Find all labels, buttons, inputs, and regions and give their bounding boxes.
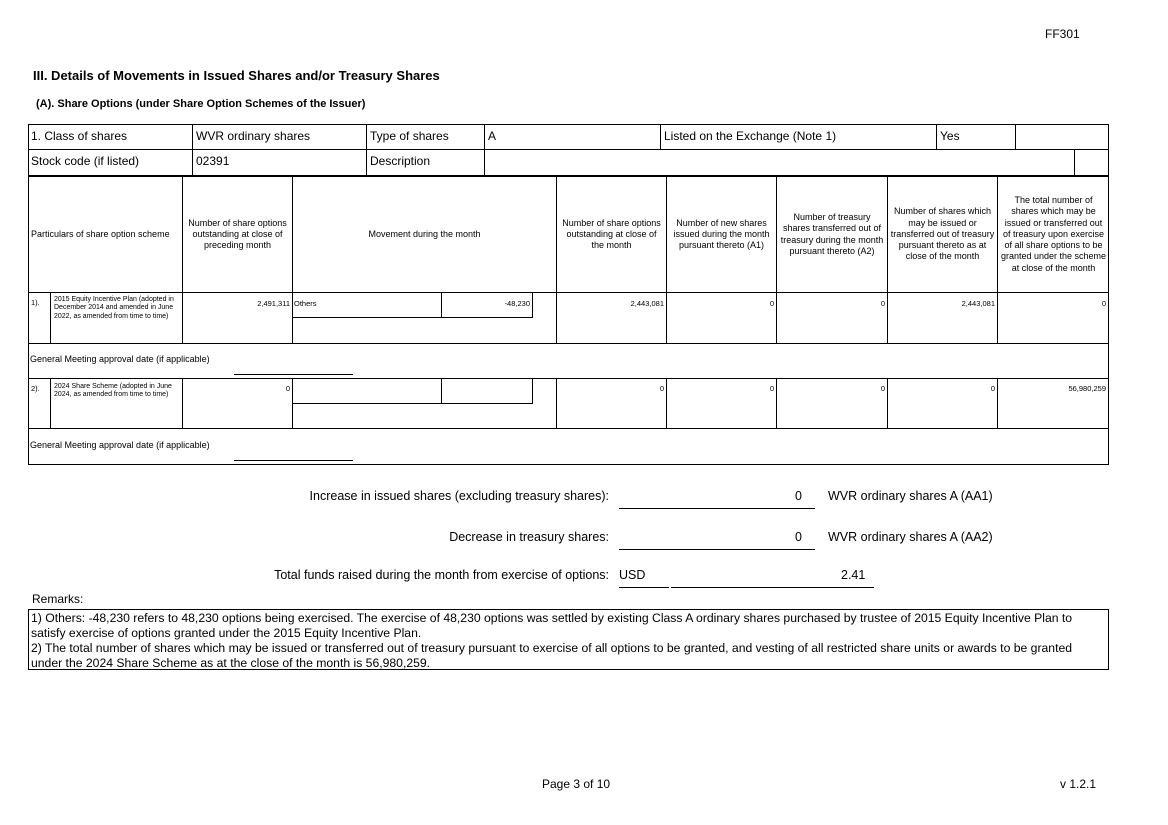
total-number-value: 56,980,259 (1068, 384, 1106, 393)
class-of-shares-value: WVR ordinary shares (196, 129, 311, 143)
col-new-shares: Number of new shares issued during the month pursuant thereto (A1) (673, 217, 770, 251)
remarks-label: Remarks: (32, 592, 84, 606)
col-total-number: The total number of shares which may be issued or transferred out of treasury upon exercise of all share options to be granted under the scheme at close of the month (1000, 195, 1107, 273)
form-version: v 1.2.1 (1060, 777, 1097, 791)
scheme-index: 1). (31, 298, 40, 307)
col-outstanding-close: Number of share options outstanding at close of the month (562, 217, 661, 251)
col-movement: Movement during the month (368, 228, 481, 239)
stock-code-value: 02391 (196, 154, 230, 168)
type-of-shares-label: Type of shares (370, 129, 449, 143)
page-number: Page 3 of 10 (542, 777, 611, 791)
new-shares-value: 0 (769, 299, 774, 308)
increase-label: Increase in issued shares (excluding treasury shares): (309, 489, 609, 503)
listed-value: Yes (940, 129, 960, 143)
decrease-label: Decrease in treasury shares: (449, 530, 609, 544)
may-be-issued-value: 2,443,081 (961, 299, 995, 308)
description-value (485, 150, 491, 158)
col-may-be-issued: Number of shares which may be issued or transferred out of treasury pursuant thereto as at close of the month (890, 206, 995, 262)
remark-2: 2) The total number of shares which may be issued or transferred out of treasury pursuant to exercise of all options to be granted, and vesting of all restricted share units or awards to be granted under the 2024 Share Scheme as at the close of the month is 56,980,259. (31, 641, 1073, 670)
decrease-value: 0 (795, 530, 802, 544)
treasury-value: 0 (880, 299, 885, 308)
outstanding-prev-value: 2,491,311 (257, 299, 290, 308)
funds-label: Total funds raised during the month from exercise of options: (274, 568, 609, 582)
form-code: FF301 (1045, 27, 1080, 41)
remarks-box (28, 609, 1109, 670)
outstanding-prev-value: 0 (285, 384, 290, 393)
outstanding-close-value: 0 (659, 384, 664, 393)
type-of-shares-value: A (488, 129, 497, 143)
movement-type: Others (294, 299, 317, 308)
treasury-value: 0 (880, 384, 885, 393)
total-number-value: 0 (1101, 299, 1106, 308)
gm-approval-label: General Meeting approval date (if applicable) (30, 354, 210, 364)
col-outstanding-prev: Number of share options outstanding at close of preceding month (188, 217, 287, 251)
funds-value: 2.41 (841, 568, 866, 582)
funds-currency: USD (619, 568, 646, 582)
section-title: III. Details of Movements in Issued Shares and/or Treasury Shares (33, 68, 440, 83)
increase-unit: WVR ordinary shares A (AA1) (828, 489, 993, 503)
scheme-name: 2024 Share Scheme (adopted in June 2024, as amended from time to time) (54, 383, 172, 399)
increase-value: 0 (795, 489, 802, 503)
scheme-name: 2015 Equity Incentive Plan (adopted in December 2014 and amended in June 2022, as amended from time to time) (54, 296, 174, 320)
gm-approval-label: General Meeting approval date (if applicable) (30, 440, 210, 450)
subsection-title: (A). Share Options (under Share Option Schemes of the Issuer) (36, 98, 366, 110)
description-label: Description (370, 154, 431, 168)
col-treasury: Number of treasury shares transferred out of treasury during the month pursuant thereto (A2) (780, 212, 884, 256)
decrease-unit: WVR ordinary shares A (AA2) (828, 530, 993, 544)
movement-value: -48,230 (504, 299, 530, 308)
col-particulars: Particulars of share option scheme (31, 228, 170, 239)
new-shares-value: 0 (769, 384, 774, 393)
remark-1: 1) Others: -48,230 refers to 48,230 options being exercised. The exercise of 48,230 options was settled by existing Class A ordinary shares purchased by trustee of 2015 Equity Incentive Plan to satisfy exercise of options granted under the 2015 Equity Incentive Plan. (31, 611, 1073, 640)
may-be-issued-value: 0 (990, 384, 995, 393)
outstanding-close-value: 2,443,081 (630, 299, 664, 308)
scheme-index: 2). (31, 384, 40, 393)
stock-code-label: Stock code (if listed) (31, 154, 140, 168)
listed-label: Listed on the Exchange (Note 1) (664, 129, 837, 143)
class-of-shares-label: 1. Class of shares (31, 129, 128, 143)
